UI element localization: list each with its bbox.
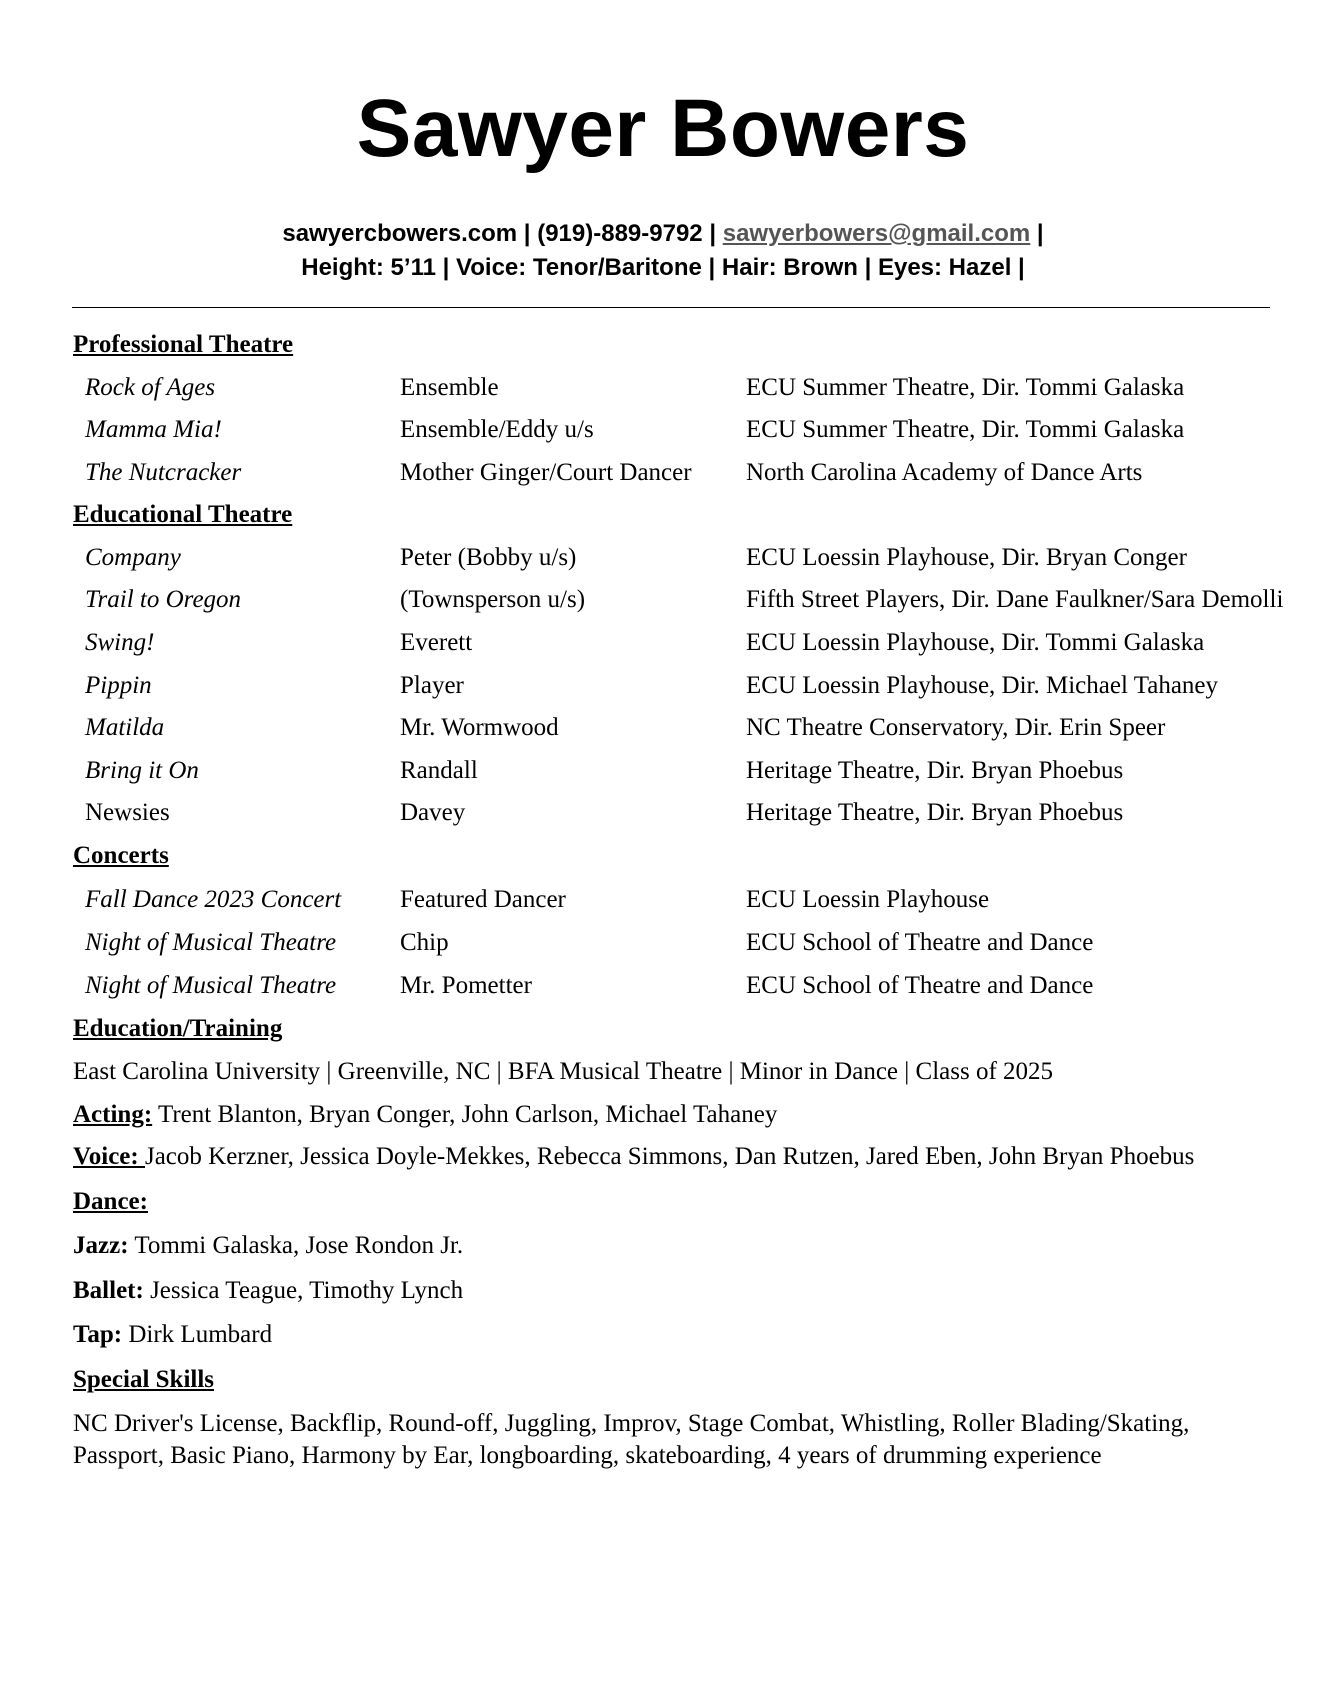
acting-label: Acting:	[73, 1101, 153, 1128]
role: Player	[400, 672, 464, 699]
training-dance	[73, 1189, 148, 1214]
venue: ECU Loessin Playhouse, Dir. Tommi Galaska	[746, 629, 1205, 656]
credit-row	[0, 758, 1326, 788]
hair: Hair: Brown	[721, 254, 858, 281]
show-title: Night of Musical Theatre	[85, 929, 337, 956]
role: Davey	[400, 799, 466, 826]
show-title: Bring it On	[85, 757, 199, 784]
jazz-label: Jazz:	[73, 1232, 129, 1259]
training-acting	[73, 1102, 777, 1127]
venue: Heritage Theatre, Dir. Bryan Phoebus	[746, 799, 1124, 826]
acting-teachers: Trent Blanton, Bryan Conger, John Carlson, Michael Tahaney	[152, 1101, 778, 1128]
tap-label: Tap:	[73, 1321, 123, 1348]
role: Chip	[400, 929, 449, 956]
show-title: Pippin	[85, 672, 152, 699]
show-title: Company	[85, 544, 181, 571]
voice-type: Voice: Tenor/Baritone	[456, 254, 702, 281]
role: Ensemble/Eddy u/s	[400, 416, 594, 443]
training-voice	[73, 1144, 1194, 1169]
credit-row	[0, 545, 1326, 575]
venue: Heritage Theatre, Dir. Bryan Phoebus	[746, 757, 1124, 784]
section-heading-education: Education/Training	[73, 1015, 283, 1042]
venue: ECU School of Theatre and Dance	[746, 972, 1094, 999]
phone: (919)-889-9792	[537, 220, 703, 247]
email-link[interactable]: sawyerbowers@gmail.com	[722, 220, 1031, 247]
venue: ECU Loessin Playhouse	[746, 886, 990, 913]
credit-row	[0, 587, 1326, 617]
credit-row	[0, 630, 1326, 660]
venue: North Carolina Academy of Dance Arts	[746, 459, 1143, 486]
section-heading-concerts: Concerts	[73, 842, 169, 869]
role: Mr. Pometter	[400, 972, 532, 999]
role: Mr. Wormwood	[400, 714, 559, 741]
height: Height: 5’11	[301, 254, 436, 281]
show-title: Night of Musical Theatre	[85, 972, 337, 999]
ballet-label: Ballet:	[73, 1277, 144, 1304]
credit-row	[0, 887, 1326, 917]
venue: ECU Summer Theatre, Dir. Tommi Galaska	[746, 374, 1185, 401]
role: Peter (Bobby u/s)	[400, 544, 577, 571]
role: Randall	[400, 757, 478, 784]
contact-line-1: sawyercbowers.com | (919)-889-9792 | sawyerbowers@gmail.com |	[282, 220, 1044, 247]
credit-row	[0, 930, 1326, 960]
section-heading-professional: Professional Theatre	[73, 331, 294, 358]
header-divider	[72, 307, 1270, 308]
show-title: Newsies	[85, 799, 170, 826]
credit-row	[0, 800, 1326, 830]
tap-teachers: Dirk Lumbard	[122, 1321, 273, 1348]
venue: Fifth Street Players, Dir. Dane Faulkner/Sara Demolli	[746, 586, 1284, 613]
show-title: Swing!	[85, 629, 155, 656]
venue: ECU Summer Theatre, Dir. Tommi Galaska	[746, 416, 1185, 443]
show-title: Fall Dance 2023 Concert	[85, 886, 342, 913]
dance-tap	[73, 1322, 272, 1347]
venue: ECU Loessin Playhouse, Dir. Bryan Conger	[746, 544, 1187, 571]
show-title: Rock of Ages	[85, 374, 216, 401]
eyes: Eyes: Hazel	[877, 254, 1012, 281]
show-title: Mamma Mia!	[85, 416, 222, 443]
contact-line-2: Height: 5’11 | Voice: Tenor/Baritone | Hair: Brown | Eyes: Hazel |	[301, 254, 1025, 281]
show-title: Trail to Oregon	[85, 586, 242, 613]
skills-text: NC Driver's License, Backflip, Round-off, Juggling, Improv, Stage Combat, Whistling, Roller Blading/Skating, Passport, Basic Piano, Harmony by Ear, longboarding, skateboarding, 4 years of drumming experience	[73, 1410, 1190, 1469]
role: (Townsperson u/s)	[400, 586, 586, 613]
voice-label: Voice:	[73, 1143, 145, 1170]
show-title: Matilda	[85, 714, 165, 741]
role: Everett	[400, 629, 473, 656]
website[interactable]: sawyercbowers.com	[282, 220, 518, 247]
section-heading-educational: Educational Theatre	[73, 501, 293, 528]
credit-row	[0, 715, 1326, 745]
credit-row	[0, 673, 1326, 703]
credit-row	[0, 973, 1326, 1003]
dance-jazz	[73, 1233, 463, 1258]
ballet-teachers: Jessica Teague, Timothy Lynch	[143, 1277, 464, 1304]
credit-row	[0, 460, 1326, 490]
role: Ensemble	[400, 374, 499, 401]
venue: ECU Loessin Playhouse, Dir. Michael Tahaney	[746, 672, 1219, 699]
resume-name: Sawyer Bowers	[356, 83, 970, 174]
dance-label: Dance:	[73, 1188, 148, 1215]
role: Mother Ginger/Court Dancer	[400, 459, 692, 486]
credit-row	[0, 417, 1326, 447]
section-heading-skills: Special Skills	[73, 1366, 215, 1393]
show-title: The Nutcracker	[85, 459, 242, 486]
role: Featured Dancer	[400, 886, 566, 913]
dance-ballet	[73, 1278, 463, 1303]
venue: ECU School of Theatre and Dance	[746, 929, 1094, 956]
jazz-teachers: Tommi Galaska, Jose Rondon Jr.	[128, 1232, 464, 1259]
venue: NC Theatre Conservatory, Dir. Erin Speer	[746, 714, 1166, 741]
credit-row	[0, 375, 1326, 405]
voice-teachers: Jacob Kerzner, Jessica Doyle-Mekkes, Rebecca Simmons, Dan Rutzen, Jared Eben, John Bryan Phoebus	[144, 1143, 1195, 1170]
education-school: East Carolina University | Greenville, NC | BFA Musical Theatre | Minor in Dance | Class of 2025	[73, 1058, 1054, 1085]
